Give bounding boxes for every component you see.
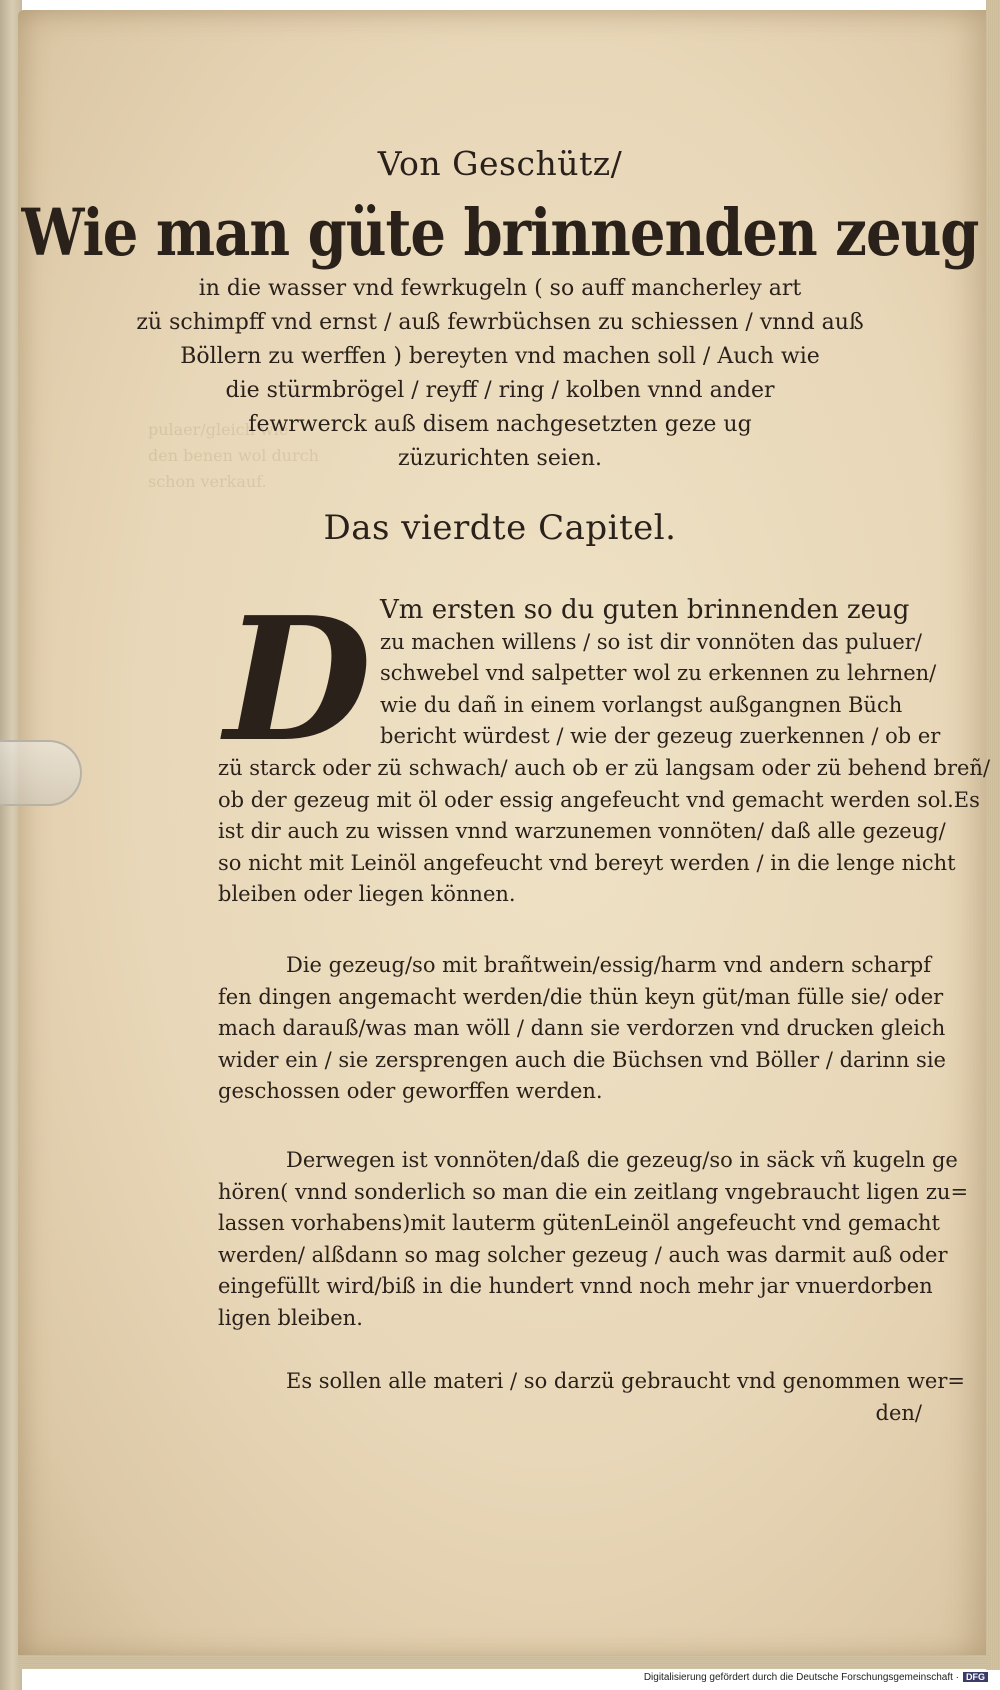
- text-line: schwebel vnd salpetter wol zu erkennen zu lehrnen/: [380, 661, 937, 685]
- text-line: hören( vnnd sonderlich so man die ein zeitlang vngebraucht ligen zu=: [218, 1179, 969, 1204]
- running-head: Von Geschütz/: [377, 144, 623, 183]
- subtitle-line: zü schimpff vnd ernst / auß fewrbüchsen zu schiessen / vnnd auß: [136, 310, 864, 335]
- bleed-through-text: den benen wol durch: [148, 446, 319, 465]
- paragraph-3: [218, 1145, 968, 1334]
- text-line: lassen vorhabens)mit lauterm gütenLeinöl angefeucht vnd gemacht: [218, 1211, 940, 1235]
- text-line: wider ein / sie zersprengen auch die Büchsen vnd Böller / darinn sie: [218, 1047, 946, 1072]
- text-line: ist dir auch zu wissen vnnd warzunemen vonnöten/ daß alle gezeug/: [218, 819, 946, 843]
- digitization-credit: [644, 1672, 988, 1683]
- text-line: bericht würdest / wie der gezeug zuerkennen / ob er: [380, 724, 941, 748]
- text-line: den/: [875, 1400, 922, 1425]
- text-line: bleiben oder liegen können.: [218, 882, 516, 906]
- text-line: ob der gezeug mit öl oder essig angefeucht vnd gemacht werden sol.Es: [218, 787, 980, 812]
- text-line: eingefüllt wird/biß in die hundert vnnd noch mehr jar vnuerdorben: [218, 1274, 933, 1298]
- page-title: Wie man güte brinnenden zeug: [21, 195, 979, 271]
- subtitle-line: in die wasser vnd fewrkugeln ( so auff mancherley art: [198, 276, 802, 301]
- subtitle-line: fewrwerck auß disem nachgesetzten geze ug: [248, 412, 752, 437]
- text-line: mach darauß/was man wöll / dann sie verdorzen vnd drucken gleich: [218, 1016, 946, 1040]
- chapter-heading: Das vierdte Capitel.: [323, 508, 677, 548]
- text-line: so nicht mit Leinöl angefeucht vnd bereyt werden / in die lenge nicht: [218, 850, 956, 875]
- paragraph-1-beside-initial: [380, 595, 940, 753]
- decorated-initial: D: [224, 580, 372, 780]
- text-line: geschossen oder geworffen werden.: [218, 1079, 603, 1103]
- text-line: Vm ersten so du guten brinnenden zeug: [380, 595, 910, 625]
- text-line: zu machen willens / so ist dir vonnöten das puluer/: [380, 629, 922, 654]
- paragraph-2: [218, 950, 946, 1108]
- subtitle-line: züzurichten seien.: [397, 446, 603, 471]
- subtitle-block: [0, 272, 1000, 476]
- text-line: zü starck oder zü schwach/ auch ob er zü langsam oder zü behend breñ/: [218, 756, 991, 780]
- text-line: wie du dañ in einem vorlangst außgangnen Büch: [380, 692, 903, 717]
- text-line: ligen bleiben.: [218, 1305, 363, 1330]
- text-line: werden/ alßdann so mag solcher gezeug / auch was darmit auß oder: [218, 1242, 948, 1267]
- paragraph-4: [218, 1366, 965, 1429]
- bookmark-clip: [0, 740, 82, 806]
- dfg-logo: DFG: [963, 1672, 988, 1682]
- credit-text: Digitalisierung gefördert durch die Deutsche Forschungsgemeinschaft ·: [643, 1672, 959, 1683]
- page-stack-edge-bottom: [18, 1655, 990, 1669]
- bleed-through-text: schon verkauf.: [148, 472, 267, 491]
- paragraph-1-continued: [218, 753, 990, 911]
- text-line: Die gezeug/so mit brañtwein/essig/harm vnd andern scharpf: [286, 953, 931, 977]
- subtitle-line: Böllern zu werffen ) bereyten vnd machen soll / Auch wie: [180, 344, 820, 369]
- subtitle-line: die stürmbrögel / reyff / ring / kolben vnnd ander: [225, 378, 775, 403]
- bleed-through-text: pulaer/gleich wie: [148, 420, 289, 439]
- text-line: Es sollen alle materi / so darzü gebraucht vnd genommen wer=: [286, 1369, 965, 1393]
- text-line: fen dingen angemacht werden/die thün keyn güt/man fülle sie/ oder: [218, 984, 944, 1009]
- text-line: Derwegen ist vonnöten/daß die gezeug/so in säck vñ kugeln ge: [286, 1148, 958, 1172]
